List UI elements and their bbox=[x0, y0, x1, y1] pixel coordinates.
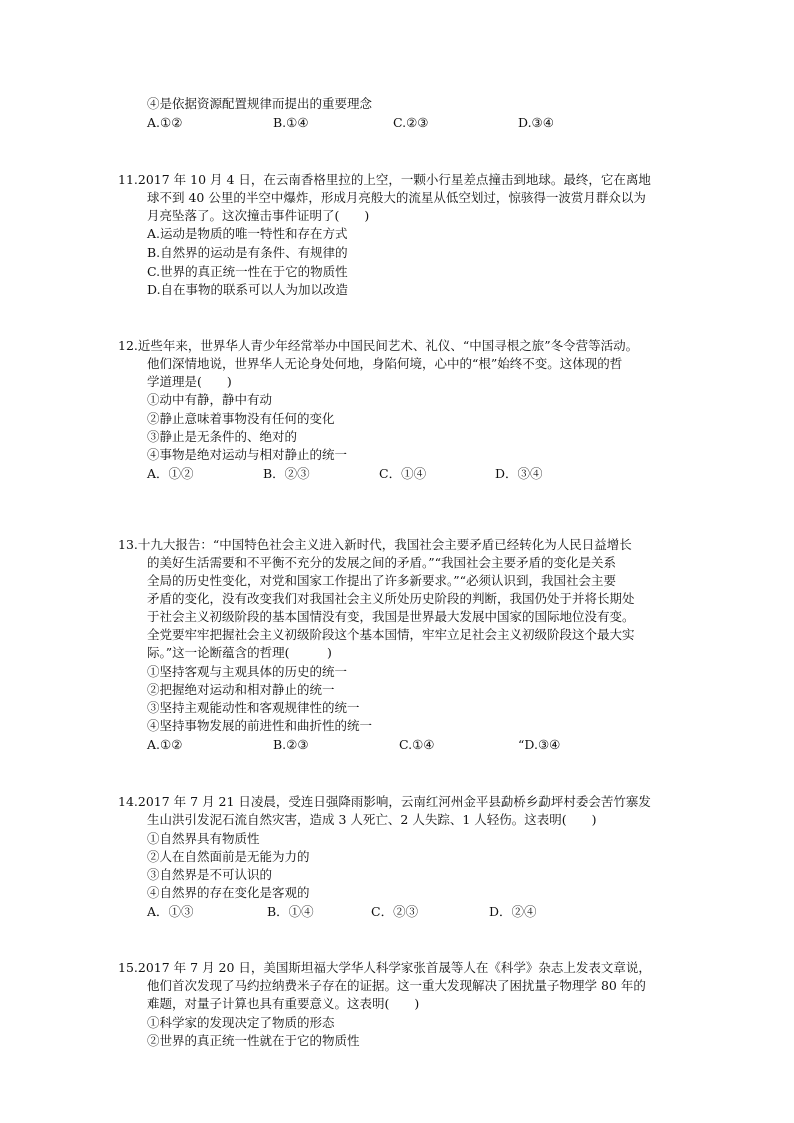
q11-choice-b: B.自然界的运动是有条件、有规律的 bbox=[147, 245, 348, 260]
q13-stem-line-5: 于社会主义初级阶段的基本国情没有变，我国是世界最大发展中国家的国际地位没有变。 bbox=[147, 609, 635, 624]
q14-stem-line-1: 14.2017 年 7 月 21 日凌晨，受连日强降雨影响，云南红河州金平县勐桥乡勐坪村委会苦竹寨发 bbox=[118, 794, 651, 809]
q11-stem-line-2: 球不到 40 公里的半空中爆炸，形成月亮般大的流星从低空划过，惊骇得一波赏月群众以为 bbox=[147, 190, 646, 205]
q11-choice-d: D.自在事物的联系可以人为加以改造 bbox=[147, 282, 349, 297]
q13-stem-line-1: 13.十九大报告：“中国特色社会主义进入新时代，我国社会主要矛盾已经转化为人民日益增长 bbox=[118, 537, 632, 552]
q12-stem-line-1: 12.近些年来，世界华人青少年经常举办中国民间艺术、礼仪、“中国寻根之旅”冬令营等活动。 bbox=[118, 338, 639, 353]
q13-item-4: ④坚持事物发展的前进性和曲折性的统一 bbox=[147, 718, 373, 733]
option-a: A.①② bbox=[147, 115, 183, 130]
q13-stem-line-3: 全局的历史性变化，对党和国家工作提出了许多新要求。”“必须认识到，我国社会主要 bbox=[147, 573, 617, 588]
q14-stem-line-2: 生山洪引发泥石流自然灾害，造成 3 人死亡、2 人失踪、1 人轻伤。这表明( ) bbox=[147, 812, 597, 827]
option-d: “D.③④ bbox=[518, 737, 561, 752]
top-item-4: ④是依据资源配置规律而提出的重要理念 bbox=[147, 96, 373, 111]
top-options bbox=[147, 114, 707, 132]
q11-choice-a: A.运动是物质的唯一特性和存在方式 bbox=[147, 226, 348, 241]
q15-item-1: ①科学家的发现决定了物质的形态 bbox=[147, 1015, 335, 1030]
option-d: D．③④ bbox=[495, 466, 543, 481]
q11-stem-line-3: 月亮坠落了。这次撞击事件证明了( ) bbox=[147, 208, 370, 223]
q14-options bbox=[147, 903, 707, 921]
q12-stem-line-2: 他们深情地说，世界华人无论身处何地，身陷何境，心中的“根”始终不变。这体现的哲 bbox=[147, 356, 623, 371]
q13-stem-line-6: 全党要牢牢把握社会主义初级阶段这个基本国情，牢牢立足社会主义初级阶段这个最大实 bbox=[147, 627, 635, 642]
q12-item-4: ④事物是绝对运动与相对静止的统一 bbox=[147, 447, 348, 462]
q13-item-3: ③坚持主观能动性和客观规律性的统一 bbox=[147, 700, 360, 715]
q15-stem-line-2: 他们首次发现了马约拉纳费米子存在的证据。这一重大发现解决了困扰量子物理学 80 年的 bbox=[147, 978, 646, 993]
q13-stem-line-7: 际。”这一论断蕴含的哲理( ) bbox=[147, 645, 332, 660]
option-a: A.①② bbox=[147, 737, 183, 752]
q11-stem-line-1: 11.2017 年 10 月 4 日，在云南香格里拉的上空，一颗小行星差点撞击到地球。最终，它在离地 bbox=[118, 172, 651, 187]
q12-item-2: ②静止意味着事物没有任何的变化 bbox=[147, 411, 335, 426]
option-b: B.②③ bbox=[273, 737, 309, 752]
option-c: C．①④ bbox=[379, 466, 427, 481]
option-b: B．①④ bbox=[267, 904, 314, 919]
q12-stem-line-3: 学道理是( ) bbox=[147, 374, 232, 389]
option-a: A．①② bbox=[147, 466, 194, 481]
q14-item-3: ③自然界是不可认识的 bbox=[147, 867, 273, 882]
q11-choice-c: C.世界的真正统一性在于它的物质性 bbox=[147, 264, 348, 279]
q13-stem-line-2: 的美好生活需要和不平衡不充分的发展之间的矛盾。”“我国社会主要矛盾的变化是关系 bbox=[147, 555, 617, 570]
q13-item-2: ②把握绝对运动和相对静止的统一 bbox=[147, 682, 335, 697]
q13-item-1: ①坚持客观与主观具体的历史的统一 bbox=[147, 664, 348, 679]
q14-item-2: ②人在自然面前是无能为力的 bbox=[147, 849, 310, 864]
option-c: C.②③ bbox=[393, 115, 429, 130]
q12-item-1: ①动中有静，静中有动 bbox=[147, 392, 273, 407]
q12-options bbox=[147, 465, 707, 483]
q15-item-2: ②世界的真正统一性就在于它的物质性 bbox=[147, 1033, 360, 1048]
option-c: C.①④ bbox=[399, 737, 435, 752]
option-a: A．①③ bbox=[147, 904, 194, 919]
q14-item-4: ④自然界的存在变化是客观的 bbox=[147, 885, 310, 900]
option-c: C．②③ bbox=[371, 904, 419, 919]
option-d: D．②④ bbox=[489, 904, 537, 919]
q15-stem-line-1: 15.2017 年 7 月 20 日，美国斯坦福大学华人科学家张首晟等人在《科学》杂志上发表文章说， bbox=[118, 960, 651, 975]
option-b: B．②③ bbox=[263, 466, 310, 481]
q14-item-1: ①自然界具有物质性 bbox=[147, 831, 260, 846]
q15-stem-line-3: 难题，对量子计算也具有重要意义。这表明( ) bbox=[147, 996, 420, 1011]
q13-stem-line-4: 矛盾的变化，没有改变我们对我国社会主义所处历史阶段的判断，我国仍处于并将长期处 bbox=[147, 591, 635, 606]
q13-options bbox=[147, 736, 707, 754]
q12-item-3: ③静止是无条件的、绝对的 bbox=[147, 429, 298, 444]
option-d: D.③④ bbox=[518, 115, 554, 130]
option-b: B.①④ bbox=[273, 115, 309, 130]
